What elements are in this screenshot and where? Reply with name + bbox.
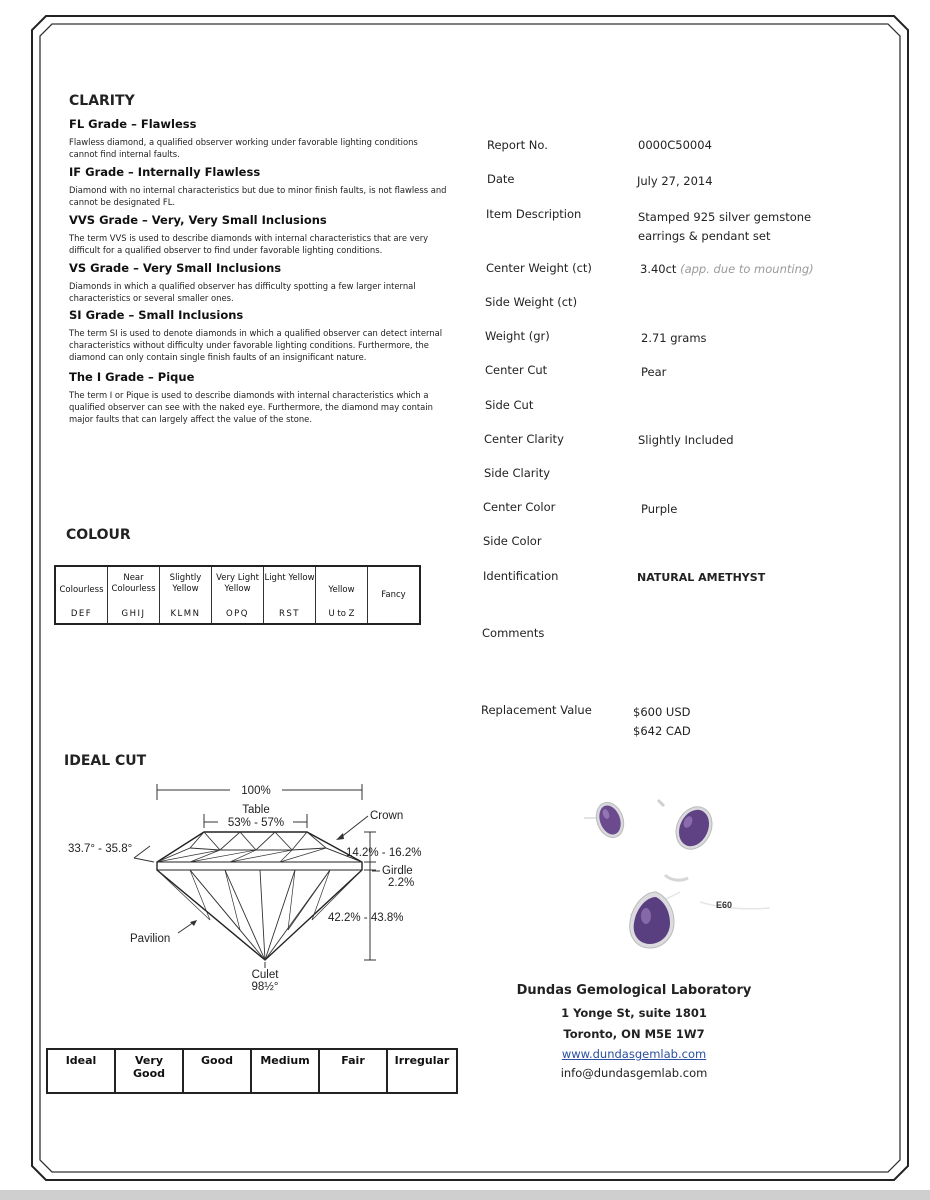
cut-grade-ideal: Ideal: [47, 1049, 115, 1093]
lab-address-1: 1 Yonge St, suite 1801: [561, 1006, 707, 1020]
colour-cell-head: Yellow: [328, 585, 355, 595]
weight-label: Weight (gr): [485, 329, 550, 343]
center-color-value: Purple: [641, 502, 678, 516]
colour-cell-letters: OPQ: [225, 609, 249, 619]
grade-vvs-desc: The term VVS is used to describe diamonds with internal characteristics that are very difficult for a qualified observer to find under favorable lighting conditions.: [69, 233, 429, 255]
grade-fl-title: FL Grade – Flawless: [69, 117, 197, 131]
ideal-cut-title: IDEAL CUT: [64, 753, 147, 769]
center-cut-value: Pear: [641, 365, 667, 379]
grade-i-desc: The term I or Pique is used to describe diamonds with internal characteristics which a qualified observer can see with the naked eye. Furthermore, the diamond may contain major faults that can largely affect the value of the stone.: [69, 390, 433, 424]
comments-label: Comments: [482, 626, 545, 640]
girdle-label: Girdle: [382, 865, 413, 877]
identification-value: NATURAL AMETHYST: [637, 571, 766, 584]
colour-cell-head: Near Colourless: [111, 573, 156, 594]
date-value: July 27, 2014: [637, 174, 713, 188]
colour-cell-letters: KLMN: [170, 609, 201, 619]
colour-cell-head: Very Light Yellow: [216, 573, 259, 594]
cut-grade-very-good: Very Good: [115, 1049, 183, 1093]
colour-cell-head: Slightly Yellow: [169, 573, 202, 594]
replacement-value-cad: $642 CAD: [633, 724, 691, 738]
replacement-value-label: Replacement Value: [481, 703, 592, 717]
replacement-value-usd: $600 USD: [633, 705, 691, 719]
table-range-label: 53% - 57%: [227, 817, 285, 829]
grade-vs-desc: Diamonds in which a qualified observer has difficulty spotting a few larger internal characteristics or several smaller ones.: [69, 281, 416, 303]
table-label: Table: [242, 804, 270, 816]
colour-cell: [212, 566, 264, 624]
report-no-label: Report No.: [487, 138, 548, 152]
colour-cell: [160, 566, 212, 624]
colour-cell-letters: DEF: [70, 609, 93, 619]
colour-scale-table: [54, 565, 421, 625]
pendant-image: [630, 875, 770, 948]
cut-grade-medium: Medium: [251, 1049, 319, 1093]
grade-if-desc: Diamond with no internal characteristics but due to minor finish faults, is not flawless and cannot be designated FL.: [69, 185, 447, 207]
date-label: Date: [487, 172, 515, 186]
grade-si-desc: The term SI is used to denote diamonds in which a qualified observer can detect internal characteristics without difficulty under favorable lighting conditions. Furthermore, the diamond can only contain single finish faults of an insignificant nature.: [69, 328, 443, 362]
center-cut-label: Center Cut: [485, 363, 548, 377]
jewelry-photo: [570, 780, 780, 965]
grade-vs-title: VS Grade – Very Small Inclusions: [69, 261, 282, 275]
colour-cell-head: Light Yellow: [264, 573, 315, 583]
colour-cell: [108, 566, 160, 624]
cut-grade-fair: Fair: [319, 1049, 387, 1093]
cut-grade-good: Good: [183, 1049, 251, 1093]
center-clarity-value: Slightly Included: [638, 433, 734, 447]
lab-email[interactable]: info@dundasgemlab.com: [560, 1066, 708, 1080]
weight-value: 2.71 grams: [641, 331, 707, 345]
girdle-value-label: 2.2%: [388, 877, 415, 889]
pavilion-depth-label: 42.2% - 43.8%: [328, 912, 404, 924]
colour-cell-letters: U to Z: [328, 609, 355, 619]
culet-value-label: 98½°: [251, 981, 279, 993]
colour-cell-letters: GHIJ: [121, 609, 146, 619]
grade-vvs-title: VVS Grade – Very, Very Small Inclusions: [69, 213, 327, 227]
colour-cell: [316, 566, 368, 624]
side-color-label: Side Color: [483, 534, 542, 548]
side-cut-label: Side Cut: [485, 398, 534, 412]
colour-cell: [55, 566, 108, 624]
crown-angle-label: 33.7° - 35.8°: [68, 843, 133, 855]
photo-tag: E60: [716, 900, 733, 910]
cut-grade-irregular: Irregular: [387, 1049, 457, 1093]
crown-height-label: 14.2% - 16.2%: [346, 847, 422, 859]
culet-label: Culet: [251, 969, 279, 981]
earring-right-image: [658, 800, 719, 855]
center-weight-number: 3.40ct: [640, 262, 677, 276]
colour-title: COLOUR: [66, 527, 131, 543]
report-no-value: 0000C50004: [638, 138, 712, 152]
grade-fl-desc: Flawless diamond, a qualified observer working under favorable lighting conditions cannot find internal faults.: [69, 137, 418, 159]
item-description-label: Item Description: [486, 207, 582, 221]
lab-address-2: Toronto, ON M5E 1W7: [563, 1027, 705, 1041]
pavilion-label: Pavilion: [130, 933, 171, 945]
crown-label: Crown: [370, 810, 404, 822]
grade-si-title: SI Grade – Small Inclusions: [69, 308, 244, 322]
center-weight-label: Center Weight (ct): [486, 261, 592, 275]
earring-left-image: [584, 799, 628, 842]
grade-i-title: The I Grade – Pique: [69, 370, 195, 384]
lab-name: Dundas Gemological Laboratory: [516, 983, 752, 998]
center-weight-note: (app. due to mounting): [680, 262, 814, 276]
clarity-title: CLARITY: [69, 93, 135, 109]
colour-cell-letters: RST: [279, 609, 300, 619]
lab-website-link[interactable]: www.dundasgemlab.com: [561, 1047, 707, 1061]
identification-label: Identification: [483, 569, 559, 583]
side-weight-label: Side Weight (ct): [485, 295, 578, 309]
item-description-value: Stamped 925 silver gemstone earrings & pendant set: [638, 210, 812, 243]
side-clarity-label: Side Clarity: [484, 466, 551, 480]
colour-cell-fancy: Fancy: [368, 566, 421, 624]
colour-cell-head: Colourless: [59, 585, 104, 595]
center-color-label: Center Color: [483, 500, 556, 514]
cut-grade-scale: [46, 1048, 458, 1094]
center-clarity-label: Center Clarity: [484, 432, 564, 446]
grade-if-title: IF Grade – Internally Flawless: [69, 165, 261, 179]
colour-cell: [264, 566, 316, 624]
width-label: 100%: [241, 785, 271, 797]
diamond-cut-diagram: [50, 770, 450, 1000]
center-weight-value: [640, 262, 814, 276]
